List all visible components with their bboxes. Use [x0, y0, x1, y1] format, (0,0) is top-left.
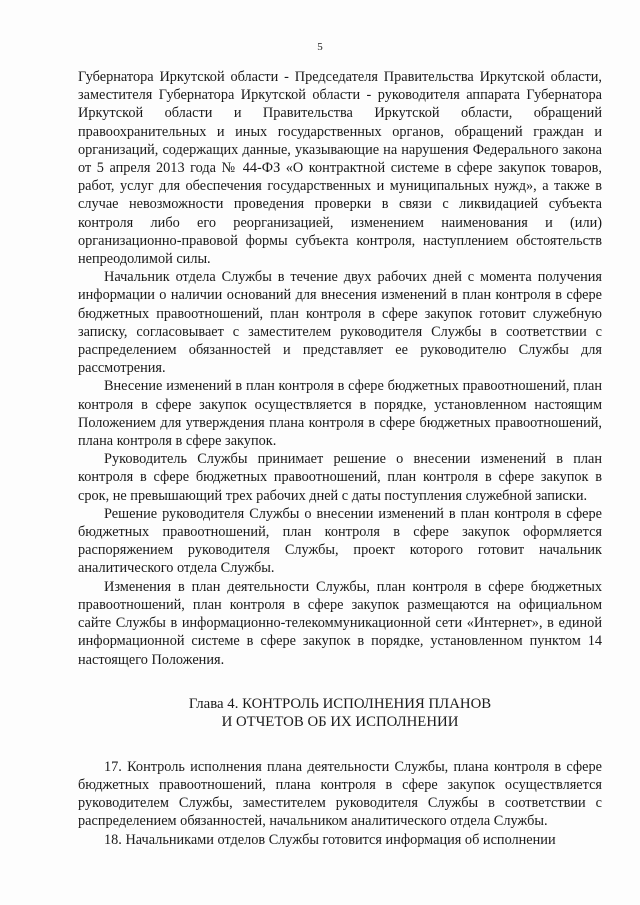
- chapter-heading-line-2: И ОТЧЕТОВ ОБ ИХ ИСПОЛНЕНИИ: [221, 713, 459, 730]
- chapter-heading: [78, 695, 602, 731]
- chapter-heading-line-1: Глава 4. КОНТРОЛЬ ИСПОЛНЕНИЯ ПЛАНОВ: [188, 695, 492, 712]
- paragraph-decision-order: Решение руководителя Службы о внесении изменений в план контроля в сфере бюджетных правоотношений, план контроля в сфере закупок оформляется распоряжением руководителя Службы, проект которого готовит начальник аналитического отдела Службы.: [78, 505, 602, 577]
- document-body: [78, 68, 602, 849]
- paragraph-publication: Изменения в план деятельности Службы, план контроля в сфере бюджетных правоотношений, план контроля в сфере закупок размещаются на официальном сайте Службы в информационно-телекоммуникационной сети «Интернет», в единой информационной системе в сфере закупок в порядке, установленном пунктом 14 настоящего Положения.: [78, 578, 602, 668]
- paragraph-item-18: 18. Начальниками отделов Службы готовится информация об исполнении: [104, 831, 556, 848]
- page-number: 5: [317, 41, 323, 53]
- paragraph-head-decision: Руководитель Службы принимает решение о внесении изменений в план контроля в сфере бюджетных правоотношений, план контроля в сфере закупок в срок, не превышающий трех рабочих дней с даты поступления служебной записки.: [78, 451, 602, 504]
- paragraph-continuation: Губернатора Иркутской области - Председателя Правительства Иркутской области, заместителя Губернатора Иркутской области - руководителя аппарата Губернатора Иркутской области и Правительства Иркутской области, обращений правоохранительных и иных государственных органов, обращений граждан и организаций, содержащих данные, указывающие на нарушения Федерального закона от 5 апреля 2013 года № 44-ФЗ «О контрактной системе в сфере закупок товаров, работ, услуг для обеспечения государственных и муниципальных нужд», а также в случае невозможности проведения проверки в связи с ликвидацией субъекта контроля либо его реорганизацией, изменением наименования и (или) организационно-правовой формы субъекта контроля, наступлением обстоятельств непреодолимой силы.: [78, 69, 602, 268]
- paragraph-department-head: Начальник отдела Службы в течение двух рабочих дней с момента получения информации о наличии оснований для внесения изменений в план контроля в сфере бюджетных правоотношений, план контроля в сфере закупок готовит служебную записку, согласовывает с заместителем руководителя Службы в соответствии с распределением обязанностей и представляет ее руководителю Службы для рассмотрения.: [78, 269, 602, 377]
- paragraph-item-17: 17. Контроль исполнения плана деятельности Службы, плана контроля в сфере бюджетных правоотношений, плана контроля в сфере закупок осуществляется руководителем Службы, заместителем руководителя Службы в соответствии с распределением обязанностей, начальником аналитического отдела Службы.: [78, 758, 602, 830]
- paragraph-amendments-procedure: Внесение изменений в план контроля в сфере бюджетных правоотношений, план контроля в сфере закупок осуществляется в порядке, установленном настоящим Положением для утверждения плана контроля в сфере бюджетных правоотношений, плана контроля в сфере закупок.: [78, 378, 602, 450]
